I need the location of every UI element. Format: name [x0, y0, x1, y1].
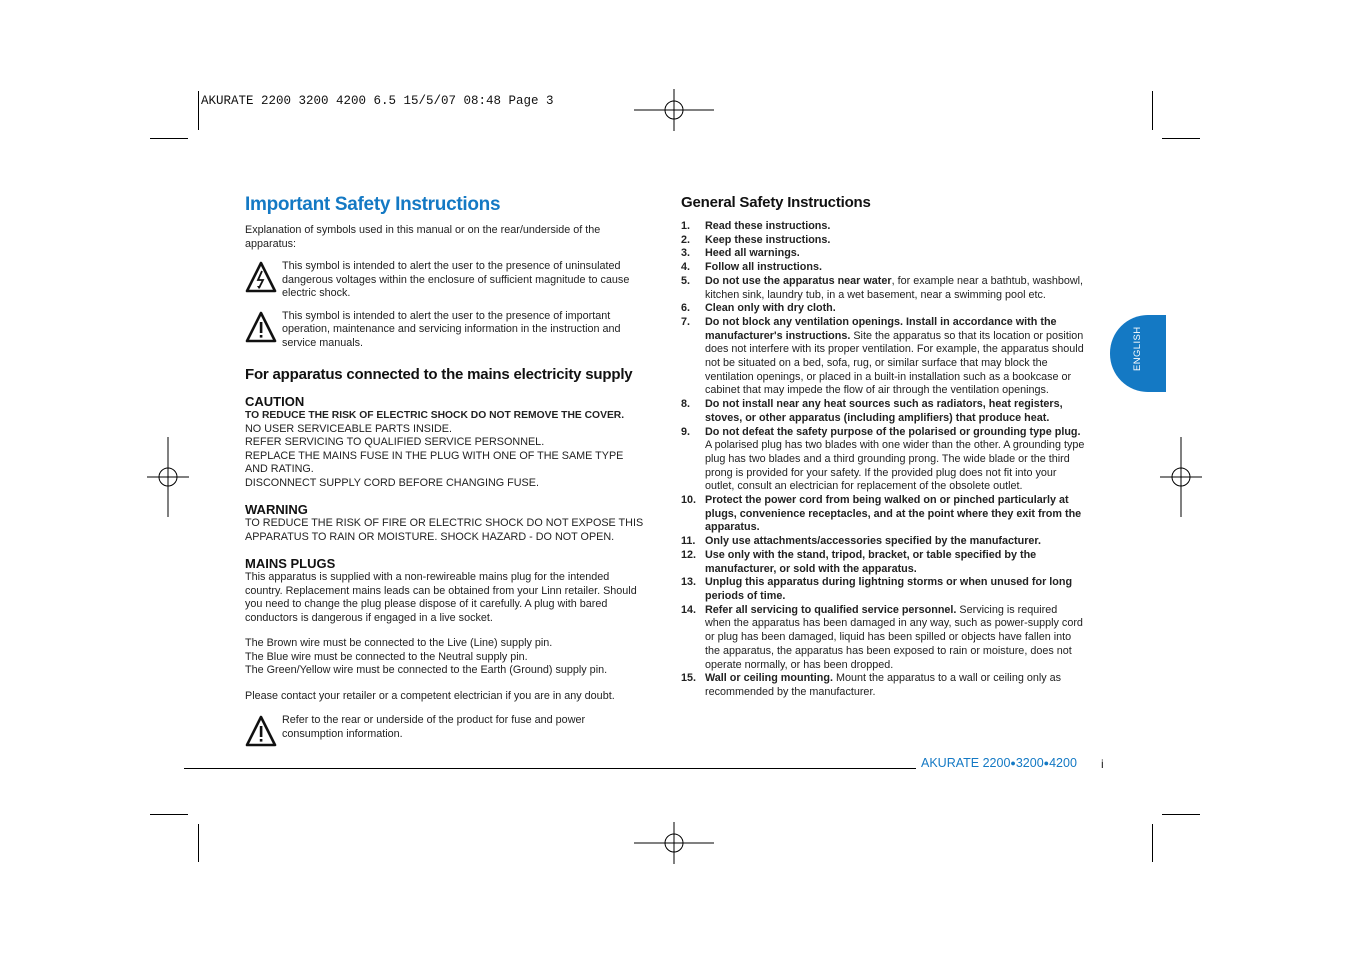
caution-line-1: NO USER SERVICEABLE PARTS INSIDE.	[245, 422, 453, 435]
safety-item	[681, 576, 1086, 603]
safety-item-number: 10.	[681, 494, 697, 507]
safety-item-number: 15.	[681, 672, 697, 685]
safety-item-number: 7.	[681, 315, 691, 328]
safety-item	[681, 220, 1086, 234]
safety-item-text: Site the apparatus so that its location or position does not interfere with its proper ventilation. For example, the apparatus should not be situated on a bed, sofa, rug, or similar surface that may block the ventilation openings, or placed in a built-in installation such as a bookcase or cabinet that may impede the flow of air through the ventilation openings.	[705, 329, 1084, 397]
safety-item-number: 11.	[681, 535, 696, 548]
wire-blue: The Blue wire must be connected to the Neutral supply pin.	[245, 650, 528, 663]
safety-item-number: 6.	[681, 302, 691, 315]
safety-item-number: 2.	[681, 233, 691, 246]
footer-model-prefix: AKURATE 2200	[921, 756, 1011, 770]
warning-text: TO REDUCE THE RISK OF FIRE OR ELECTRIC SHOCK DO NOT EXPOSE THIS APPARATUS TO RAIN OR MOISTURE. SHOCK HAZARD - DO NOT OPEN.	[245, 517, 644, 543]
mains-heading: For apparatus connected to the mains electricity supply	[245, 366, 633, 383]
page-number: i	[1101, 757, 1104, 771]
safety-item-lead: Do not defeat the safety purpose of the polarised or grounding type plug.	[705, 425, 1081, 438]
safety-item	[681, 398, 1086, 425]
safety-item-lead: Read these instructions.	[705, 220, 831, 232]
exclamation-warning-icon	[245, 311, 277, 343]
safety-item-text: Mount the apparatus to a wall or ceiling only as recommended by the manufacturer.	[705, 672, 1062, 698]
warning-title: WARNING	[245, 502, 308, 517]
safety-item-lead: Keep these instructions.	[705, 233, 831, 246]
safety-item-lead: Unplug this apparatus during lightning storms or when unused for long periods of time.	[705, 576, 1073, 602]
safety-item	[681, 494, 1086, 535]
caution-line-2: REFER SERVICING TO QUALIFIED SERVICE PERSONNEL.	[245, 436, 545, 448]
page-title: Important Safety Instructions	[245, 194, 501, 215]
symbols-intro: Explanation of symbols used in this manual or on the rear/underside of the apparatus:	[245, 224, 601, 250]
exclamation-warning-icon	[245, 715, 277, 747]
safety-item-number: 13.	[681, 576, 697, 589]
safety-item-number: 12.	[681, 548, 697, 561]
language-tab-label: ENGLISH	[1132, 326, 1143, 371]
safety-item-lead: Only use attachments/accessories specified by the manufacturer.	[705, 535, 1042, 548]
safety-item	[681, 535, 1086, 549]
safety-item-number: 1.	[681, 220, 691, 232]
safety-item	[681, 275, 1086, 302]
safety-item-lead: Use only with the stand, tripod, bracket, or table specified by the manufacturer, or sold with the apparatus.	[705, 548, 1037, 575]
safety-item-lead: Refer all servicing to qualified service personnel.	[705, 603, 957, 616]
left-column	[245, 194, 655, 747]
footer-model-end: 4200	[1049, 756, 1077, 770]
footer-model	[921, 756, 1077, 770]
language-tab	[1110, 315, 1166, 392]
safety-item-text: , for example near a bathtub, washbowl, kitchen sink, laundry tub, in a wet basement, near a swimming pool etc.	[705, 274, 1084, 301]
safety-item-number: 8.	[681, 398, 691, 411]
safety-item-lead: Do not install near any heat sources such as radiators, heat registers, stoves, or other apparatus (including amplifiers) that produce heat.	[705, 398, 1063, 424]
safety-item-text: Servicing is required when the apparatus has been damaged in any way, such as power-supply cord or plug has been damaged, liquid has been spilled or objects have fallen into the apparatus, the apparatus has been exposed to rain or moisture, does not operate normally, or has been dropped.	[705, 603, 1083, 671]
safety-item-text: A polarised plug has two blades with one wider than the other. A grounding type plug has two blades and a third grounding prong. The wide blade or the third prong is provided for your safety. If the provided plug does not fit into your outlet, consult an electrician for replacement of the obsolete outlet.	[705, 439, 1085, 493]
registration-mark-right	[1160, 437, 1202, 517]
safety-item	[681, 247, 1086, 261]
safety-item-number: 5.	[681, 274, 691, 287]
safety-item-lead: Heed all warnings.	[705, 247, 800, 260]
safety-item	[681, 604, 1086, 673]
symbol-shock-text: This symbol is intended to alert the user to the presence of uninsulated dangerous voltages within the enclosure of sufficient magnitude to cause electric shock.	[282, 260, 630, 299]
safety-item	[681, 261, 1086, 275]
symbol-shock-row	[245, 261, 655, 301]
caution-bold: TO REDUCE THE RISK OF ELECTRIC SHOCK DO NOT REMOVE THE COVER.	[245, 410, 625, 421]
caution-title: CAUTION	[245, 394, 305, 409]
safety-item-number: 14.	[681, 603, 697, 616]
safety-item-lead: Do not use the apparatus near water	[705, 274, 892, 287]
safety-item-lead: Clean only with dry cloth.	[705, 302, 836, 315]
bullet-icon: ●	[1010, 758, 1016, 768]
symbol-fuse-text: Refer to the rear or underside of the product for fuse and power consumption information.	[282, 714, 586, 740]
caution-line-3: REPLACE THE MAINS FUSE IN THE PLUG WITH ONE OF THE SAME TYPE AND RATING.	[245, 449, 624, 475]
safety-item	[681, 672, 1086, 699]
footer-rule	[184, 768, 916, 769]
safety-item-lead: Do not block any ventilation openings. Install in accordance with the manufacturer's instructions.	[705, 315, 1057, 342]
lightning-warning-icon	[245, 261, 277, 293]
bullet-icon: ●	[1043, 758, 1050, 768]
safety-item	[681, 234, 1086, 248]
right-column	[681, 194, 1086, 700]
safety-item-lead: Wall or ceiling mounting.	[705, 672, 833, 685]
general-safety-title: General Safety Instructions	[681, 194, 871, 211]
safety-item-number: 4.	[681, 261, 691, 274]
caution-line-4: DISCONNECT SUPPLY CORD BEFORE CHANGING FUSE.	[245, 476, 539, 489]
safety-item	[681, 549, 1086, 576]
contact-note: Please contact your retailer or a competent electrician if you are in any doubt.	[245, 689, 615, 702]
registration-mark-top	[634, 89, 714, 131]
safety-item	[681, 302, 1086, 316]
safety-item-lead: Protect the power cord from being walked on or pinched particularly at plugs, convenience receptacles, and at the point where they exit from the apparatus.	[705, 494, 1082, 534]
safety-item-number: 3.	[681, 247, 691, 260]
safety-item-lead: Follow all instructions.	[705, 261, 822, 274]
mains-plugs-text: This apparatus is supplied with a non-rewireable mains plug for the intended country. Replacement mains leads can be obtained from your Linn retailer. Should you need to change the plug please dispose of it carefully. A plug with bared conductors is dangerous if engaged in a live socket.	[245, 571, 637, 624]
symbol-fuse-row	[245, 715, 655, 747]
registration-mark-left	[147, 437, 189, 517]
registration-mark-bottom	[634, 822, 714, 864]
footer-model-mid: 3200	[1015, 756, 1044, 770]
wire-green-yellow: The Green/Yellow wire must be connected to the Earth (Ground) supply pin.	[245, 664, 608, 676]
symbol-info-row	[245, 311, 655, 351]
safety-item	[681, 426, 1086, 495]
wire-brown: The Brown wire must be connected to the Live (Line) supply pin.	[245, 637, 553, 649]
safety-item	[681, 316, 1086, 398]
safety-list	[681, 220, 1086, 700]
symbol-info-text: This symbol is intended to alert the user to the presence of important operation, maintenance and servicing information in the instruction and service manuals.	[282, 309, 621, 349]
printer-slug: AKURATE 2200 3200 4200 6.5 15/5/07 08:48 Page 3	[201, 94, 554, 108]
safety-item-number: 9.	[681, 425, 691, 438]
mains-plugs-title: MAINS PLUGS	[245, 556, 336, 571]
